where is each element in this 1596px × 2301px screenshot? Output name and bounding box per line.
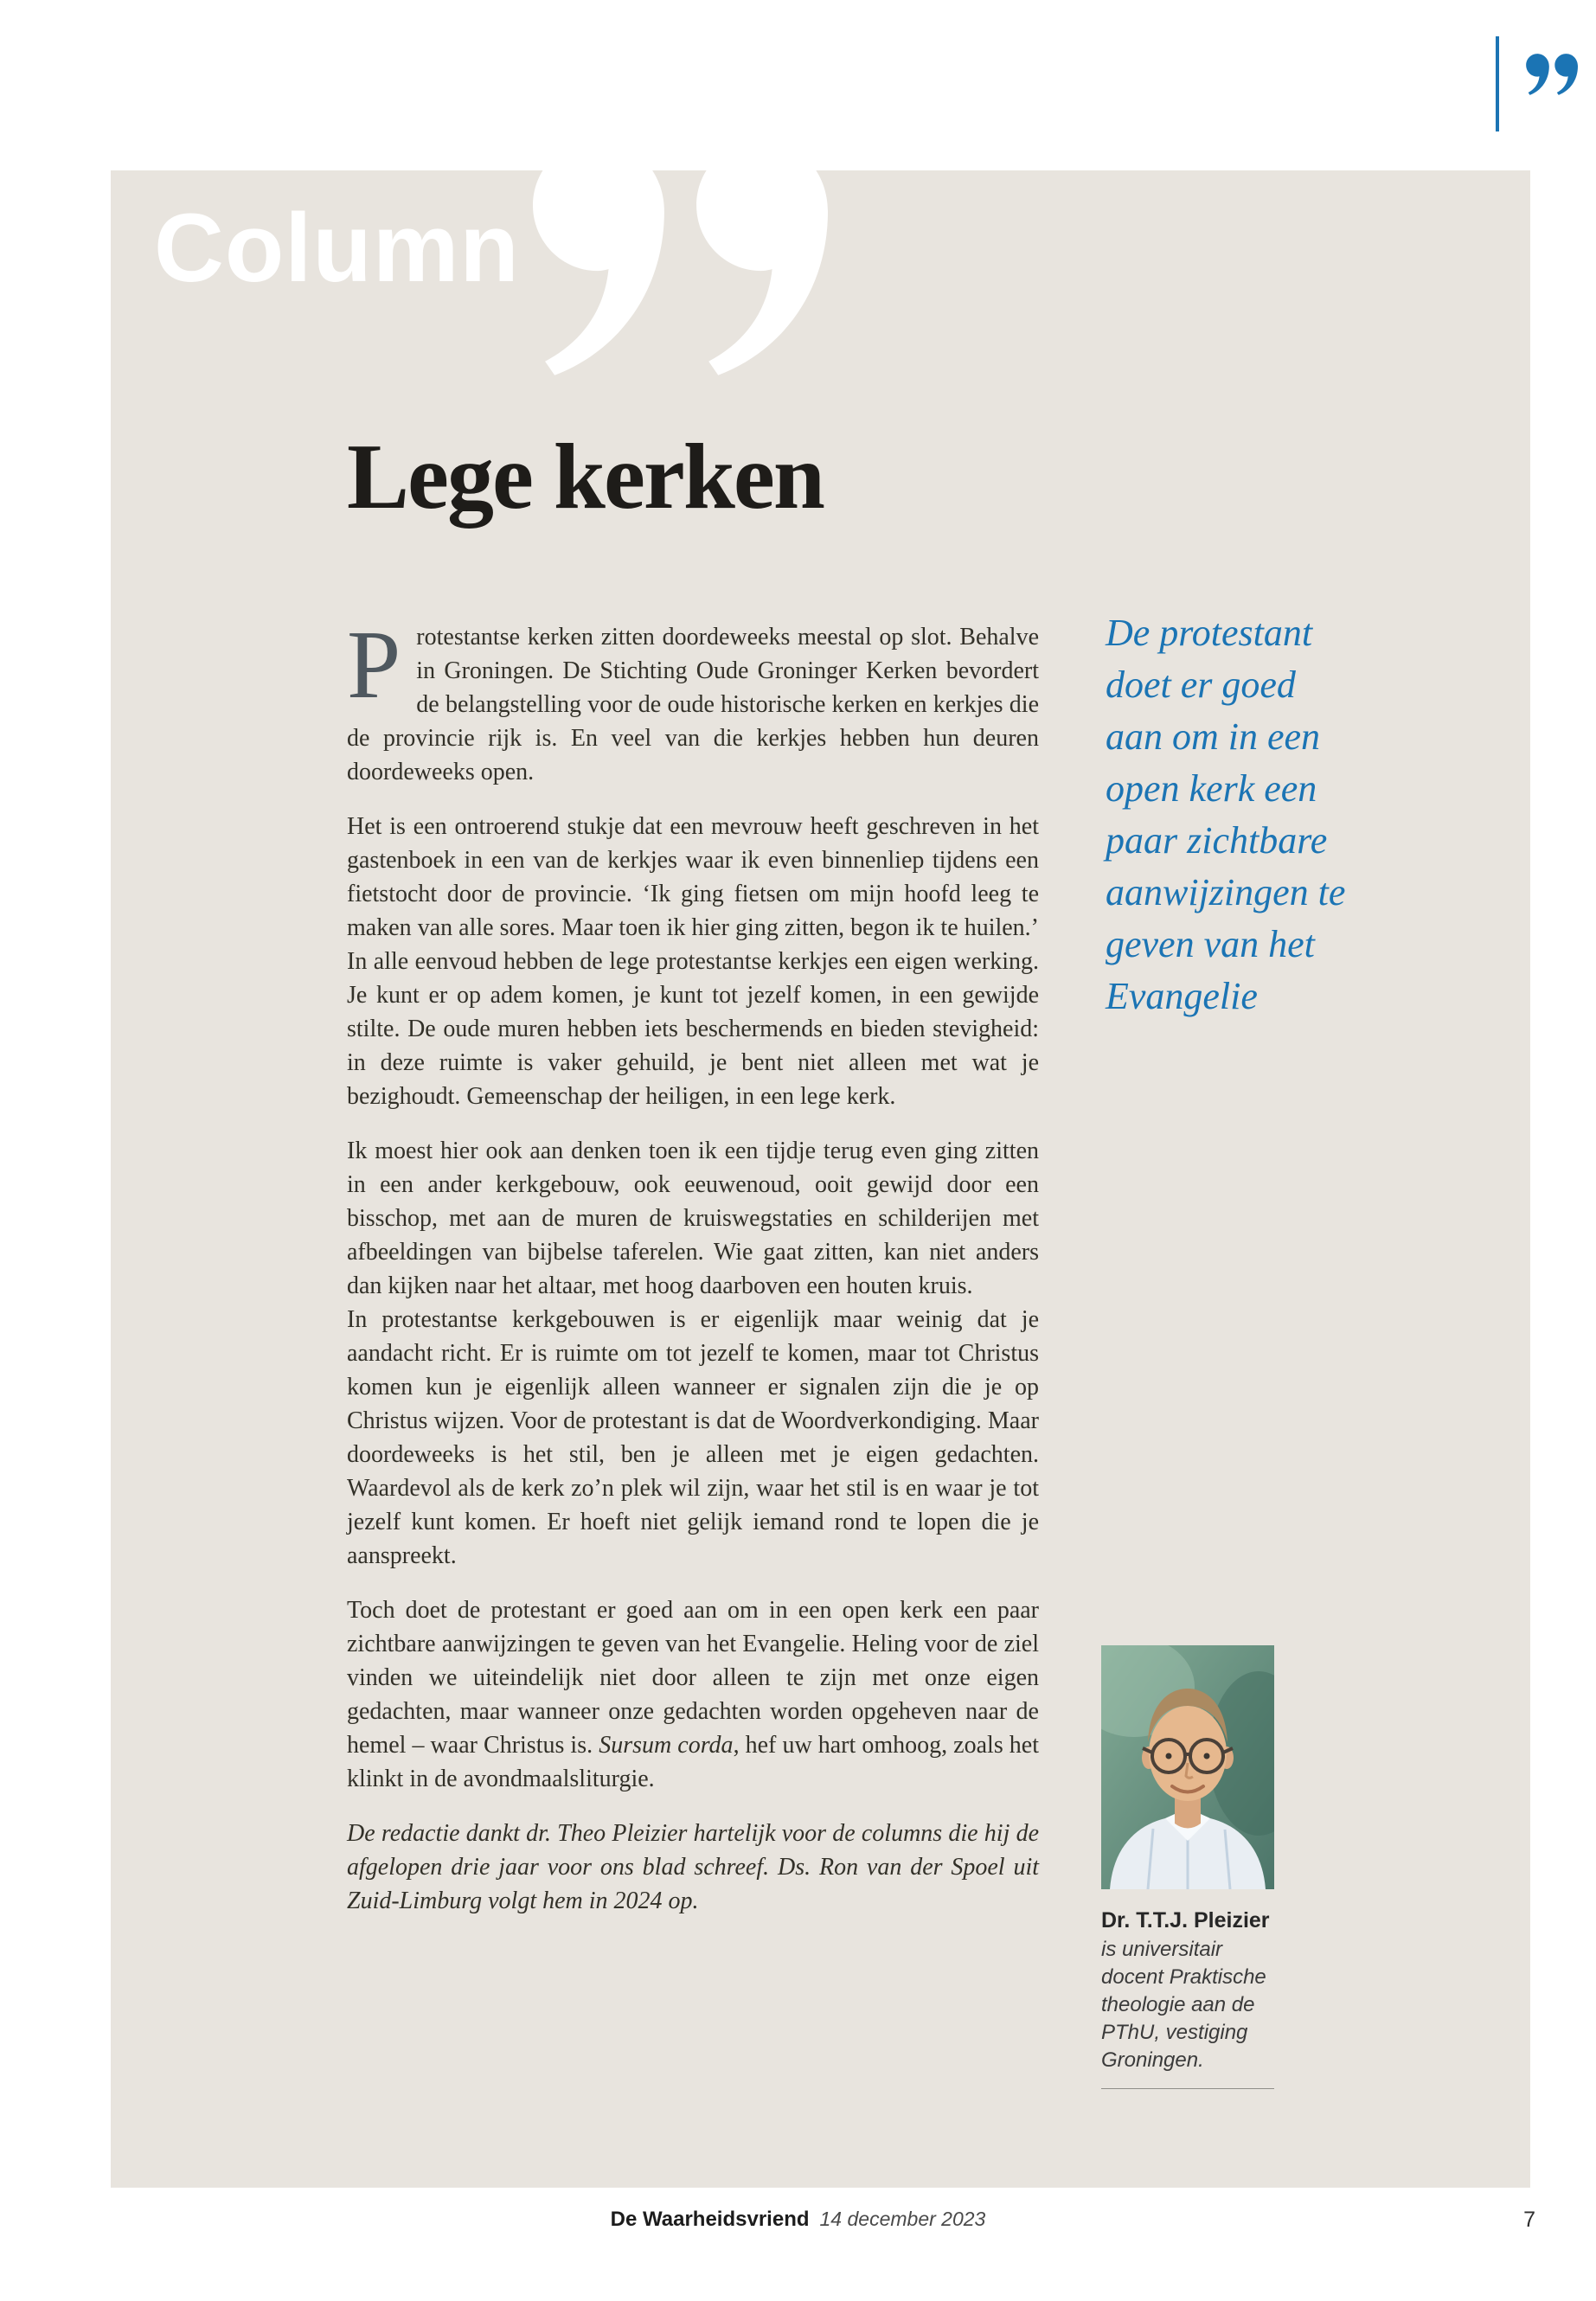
article-title: Lege kerken [347, 426, 824, 529]
body-paragraph: In protestantse kerkgebouwen is er eigenlijk maar weinig dat je aandacht richt. Er is ruimte om tot jezelf te komen, maar tot Christus komen kun je eigenlijk alleen wanneer er signalen zijn die je op Christus wijzen. Voor de protestant is dat de Woordverkondiging. Maar doordeweeks is het stil, ben je alleen met je eigen gedachten. Waardevol als de kerk zo’n plek wil zijn, waar het stil is en waar je tot jezelf kunt komen. Er hoeft niet gelijk iemand rond te lopen die je aanspreekt. [347, 1306, 1039, 1569]
author-photo [1101, 1645, 1274, 1889]
body-paragraph: Protestantse kerken zitten doordeweeks meestal op slot. Behalve in Groningen. De Stichting Oude Groninger Kerken bevordert de belangstelling voor de oude historische kerken en kerkjes die de provincie rijk is. En veel van die kerkjes hebben hun deuren doordeweeks open. [347, 612, 1039, 785]
column-kicker: Column [154, 194, 520, 302]
big-quote-icon [532, 140, 828, 375]
article-body [347, 612, 1039, 1918]
body-paragraph: Het is een ontroerend stukje dat een mevrouw heeft geschreven in het gastenboek in een van de kerkjes waar ik even binnenliep tijdens een fietstocht door de provincie. ‘Ik ging fietsen om mijn hoofd leeg te maken van alle sores. Maar toen ik hier ging zitten, begon ik te huilen.’ In alle eenvoud hebben de lege protestantse kerkjes een eigen werking. Je kunt er op adem komen, je kunt tot jezelf komen, in een gewijde stilte. De oude muren hebben iets beschermends en bieden stevigheid: in deze ruimte is vaker gehuild, je bent niet alleen met wat je bezighoudt. Gemeenschap der heiligen, in een lege kerk. [347, 813, 1039, 1110]
drop-cap: P [347, 612, 401, 719]
article-panel [111, 170, 1530, 2188]
accent-rule [1496, 36, 1499, 131]
footer-magazine-title: De Waarheidsvriend [610, 2208, 810, 2231]
footer-page-number: 7 [1523, 2208, 1535, 2232]
footer-issue-date: 14 december 2023 [819, 2208, 986, 2230]
body-paragraph: De redactie dankt dr. Theo Pleizier hartelijk voor de columns die hij de afgelopen drie jaar voor ons blad schreef. Ds. Ron van der Spoel uit Zuid-Limburg volgt hem in 2024 op. [347, 1820, 1039, 1914]
author-bio: is universitair docent Praktische theologie aan de PThU, vestiging Groningen. [1101, 1936, 1274, 2089]
page-footer [0, 2208, 1596, 2232]
pull-quote: De protestant doet er goed aan om in een open kerk een paar zichtbare aanwijzingen te geven van het Evangelie [1106, 612, 1346, 1017]
body-paragraph: Ik moest hier ook aan denken toen ik een tijdje terug even ging zitten in een ander kerkgebouw, ook eeuwenoud, ooit gewijd door een bisschop, met aan de muren de kruiswegstaties en schilderijen met afbeeldingen van bijbelse taferelen. Wie gaat zitten, kan niet anders dan kijken naar het altaar, met hoog daarboven een houten kruis. [347, 1138, 1039, 1299]
body-paragraph: Toch doet de protestant er goed aan om in een open kerk een paar zichtbare aanwijzingen te geven van het Evangelie. Heling voor de ziel vinden we uiteindelijk niet door alleen te zijn met onze eigen gedachten, maar wanneer onze gedachten worden opgeheven naar de hemel – waar Christus is. Sursum corda, hef uw hart omhoog, zoals het klinkt in de avondmaalsliturgie. [347, 1597, 1039, 1792]
author-name: Dr. T.T.J. Pleizier [1101, 1908, 1270, 1932]
quote-mark-icon [1526, 54, 1578, 95]
author-box [1101, 1645, 1283, 2089]
